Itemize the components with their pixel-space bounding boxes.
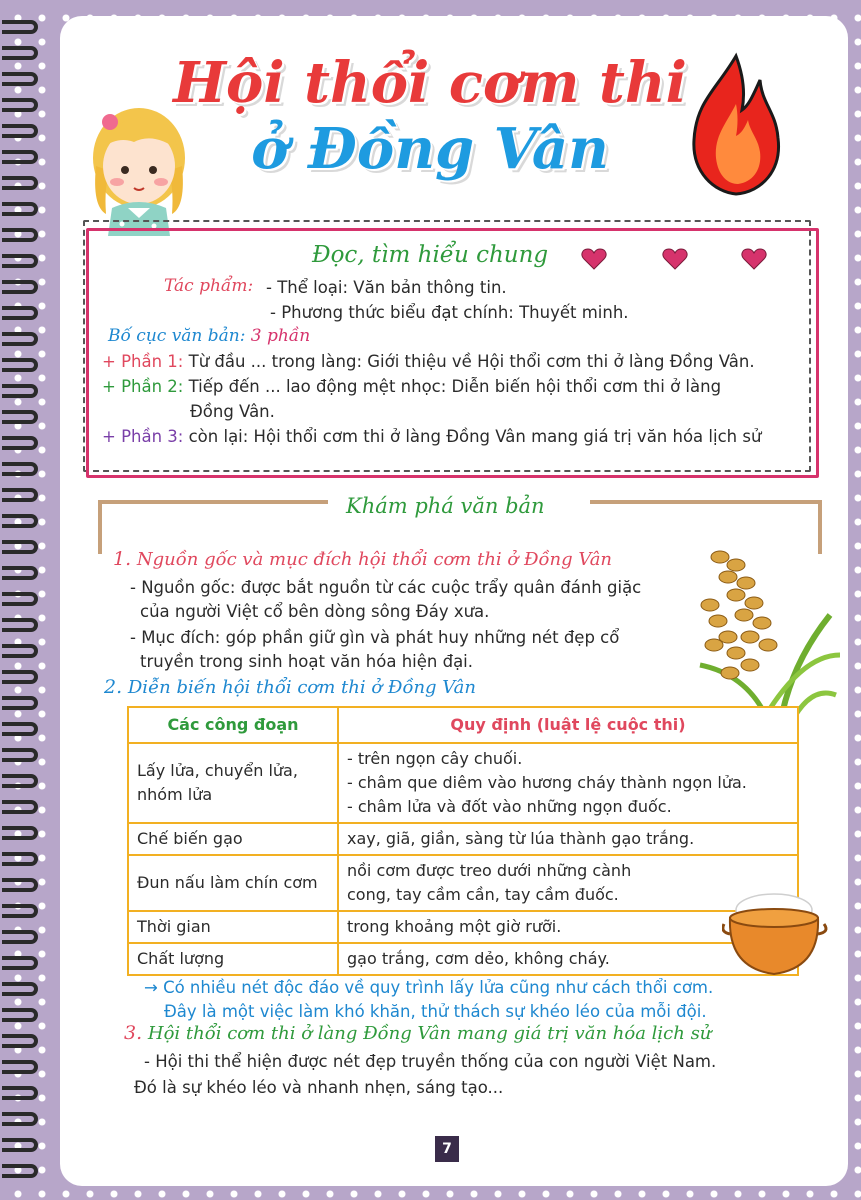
h1-line: - Nguồn gốc: được bắt nguồn từ các cuộc trẩy quân đánh giặc (130, 578, 642, 597)
heart-icon (741, 248, 767, 270)
heading-2-number: 2. (104, 676, 123, 698)
spiral-ring (2, 514, 38, 528)
table-cell: xay, giã, giần, sàng từ lúa thành gạo trắng. (338, 823, 798, 855)
cell-line: nồi cơm được treo dưới những cành (347, 861, 632, 880)
heart-icon (581, 248, 607, 270)
page-number: 7 (435, 1136, 459, 1162)
cell-line: - châm que diêm vào hương cháy thành ngọn lửa. (347, 773, 747, 792)
part-1-text: Từ đầu ... trong làng: Giới thiệu về Hội thổi cơm thi ở làng Đồng Vân. (188, 352, 755, 371)
spiral-ring (2, 20, 38, 34)
process-table (127, 706, 799, 976)
part-2 (102, 377, 721, 396)
h1-line: truyền trong sinh hoạt văn hóa hiện đại. (140, 652, 474, 671)
heading-1-number: 1. (113, 548, 132, 570)
spiral-ring (2, 1034, 38, 1048)
spiral-ring (2, 696, 38, 710)
spiral-ring (2, 566, 38, 580)
spiral-ring (2, 150, 38, 164)
spiral-ring (2, 618, 38, 632)
spiral-ring (2, 176, 38, 190)
spiral-ring (2, 1008, 38, 1022)
spiral-ring (2, 800, 38, 814)
cell-line: cong, tay cầm cần, tay cầm đuốc. (347, 885, 619, 904)
spiral-ring (2, 1112, 38, 1126)
spiral-ring (2, 410, 38, 424)
table-header-row (128, 707, 798, 743)
title-line-2: ở Đồng Vân (251, 116, 609, 182)
spiral-ring (2, 930, 38, 944)
heading-1 (113, 548, 612, 570)
rice-stalk-illustration (690, 545, 840, 725)
spiral-ring (2, 826, 38, 840)
table-header-cell: Các công đoạn (128, 707, 338, 743)
section2-heading: Khám phá văn bản (346, 494, 545, 518)
heart-icon (662, 248, 688, 270)
spiral-ring (2, 202, 38, 216)
bo-cuc (108, 326, 310, 346)
table-row (128, 943, 798, 975)
part-3-label: + Phần 3: (102, 427, 184, 446)
spiral-ring (2, 982, 38, 996)
spiral-ring (2, 306, 38, 320)
table-cell: Đun nấu làm chín cơm (128, 855, 338, 911)
table-row (128, 855, 798, 911)
heading-2 (104, 676, 476, 698)
table-cell: Chất lượng (128, 943, 338, 975)
spiral-ring (2, 878, 38, 892)
heading-3 (124, 1022, 711, 1044)
part-1 (102, 352, 755, 371)
spiral-ring (2, 254, 38, 268)
heading-3-number: 3. (124, 1022, 143, 1044)
part-1-label: + Phần 1: (102, 352, 184, 371)
spiral-ring (2, 488, 38, 502)
spiral-ring (2, 358, 38, 372)
rice-pot-illustration (722, 888, 832, 978)
spiral-ring (2, 1138, 38, 1152)
part-2-text: Tiếp đến ... lao động mệt nhọc: Diễn biến hội thổi cơm thi ở làng (188, 377, 722, 396)
conclusion-line: Đây là một việc làm khó khăn, thử thách sự khéo léo của mỗi đội. (164, 1002, 707, 1021)
spiral-ring (2, 72, 38, 86)
cell-line: nhóm lửa (137, 785, 213, 804)
table-row (128, 823, 798, 855)
spiral-ring (2, 904, 38, 918)
frame-top-left (98, 500, 328, 504)
spiral-ring (2, 124, 38, 138)
conclusion-line: → Có nhiều nét độc đáo về quy trình lấy lửa cũng như cách thổi cơm. (144, 978, 714, 997)
spiral-ring (2, 280, 38, 294)
table-cell (128, 743, 338, 823)
h1-line: của người Việt cổ bên dòng sông Đáy xưa. (140, 602, 490, 621)
spiral-ring (2, 592, 38, 606)
h1-line: - Mục đích: góp phần giữ gìn và phát huy những nét đẹp cổ (130, 628, 620, 647)
fire-icon (676, 50, 796, 200)
spiral-ring (2, 1086, 38, 1100)
cell-line: - châm lửa và đốt vào những ngọn đuốc. (347, 797, 672, 816)
part-2-label: + Phần 2: (102, 377, 184, 396)
tac-pham-line: - Phương thức biểu đạt chính: Thuyết minh. (270, 303, 629, 322)
table-cell: gạo trắng, cơm dẻo, không cháy. (338, 943, 798, 975)
table-row (128, 911, 798, 943)
spiral-ring (2, 46, 38, 60)
part-3 (102, 427, 761, 446)
spiral-ring (2, 722, 38, 736)
heading-1-text: Nguồn gốc và mục đích hội thổi cơm thi ở Đồng Vân (136, 549, 613, 570)
spiral-ring (2, 956, 38, 970)
table-header-cell: Quy định (luật lệ cuộc thi) (338, 707, 798, 743)
bo-cuc-value: 3 phần (250, 326, 311, 346)
spiral-ring (2, 384, 38, 398)
tac-pham-line: - Thể loại: Văn bản thông tin. (266, 278, 507, 297)
heading-3-text: Hội thổi cơm thi ở làng Đồng Vân mang giá trị văn hóa lịch sử (147, 1023, 712, 1044)
h3-line: - Hội thi thể hiện được nét đẹp truyền thống của con người Việt Nam. (144, 1052, 717, 1071)
spiral-ring (2, 98, 38, 112)
spiral-ring (2, 644, 38, 658)
spiral-ring (2, 332, 38, 346)
spiral-ring (2, 670, 38, 684)
table-cell: Thời gian (128, 911, 338, 943)
spiral-ring (2, 852, 38, 866)
spiral-binding (0, 20, 40, 1190)
spiral-ring (2, 462, 38, 476)
table-cell: trong khoảng một giờ rưỡi. (338, 911, 798, 943)
spiral-ring (2, 228, 38, 242)
section1-heading: Đọc, tìm hiểu chung (312, 242, 549, 268)
spiral-ring (2, 1060, 38, 1074)
cell-line: - trên ngọn cây chuối. (347, 749, 523, 768)
page-title (170, 50, 690, 182)
table-cell (338, 743, 798, 823)
heading-2-text: Diễn biến hội thổi cơm thi ở Đồng Vân (127, 677, 476, 698)
bo-cuc-label: Bố cục văn bản: (108, 326, 246, 346)
frame-left-tick (98, 500, 102, 554)
frame-top-right (590, 500, 822, 504)
title-line-1: Hội thổi cơm thi (173, 50, 687, 116)
spiral-ring (2, 540, 38, 554)
spiral-ring (2, 1164, 38, 1178)
spiral-ring (2, 436, 38, 450)
table-row (128, 743, 798, 823)
part-3-text: còn lại: Hội thổi cơm thi ở làng Đồng Vân mang giá trị văn hóa lịch sử (188, 427, 762, 446)
spiral-ring (2, 748, 38, 762)
h3-line: Đó là sự khéo léo và nhanh nhẹn, sáng tạo... (134, 1078, 504, 1097)
tac-pham-label: Tác phẩm: (164, 276, 254, 296)
table-cell: Chế biến gạo (128, 823, 338, 855)
part-2-text-cont: Đồng Vân. (190, 402, 275, 421)
cell-line: Lấy lửa, chuyển lửa, (137, 761, 298, 780)
spiral-ring (2, 774, 38, 788)
